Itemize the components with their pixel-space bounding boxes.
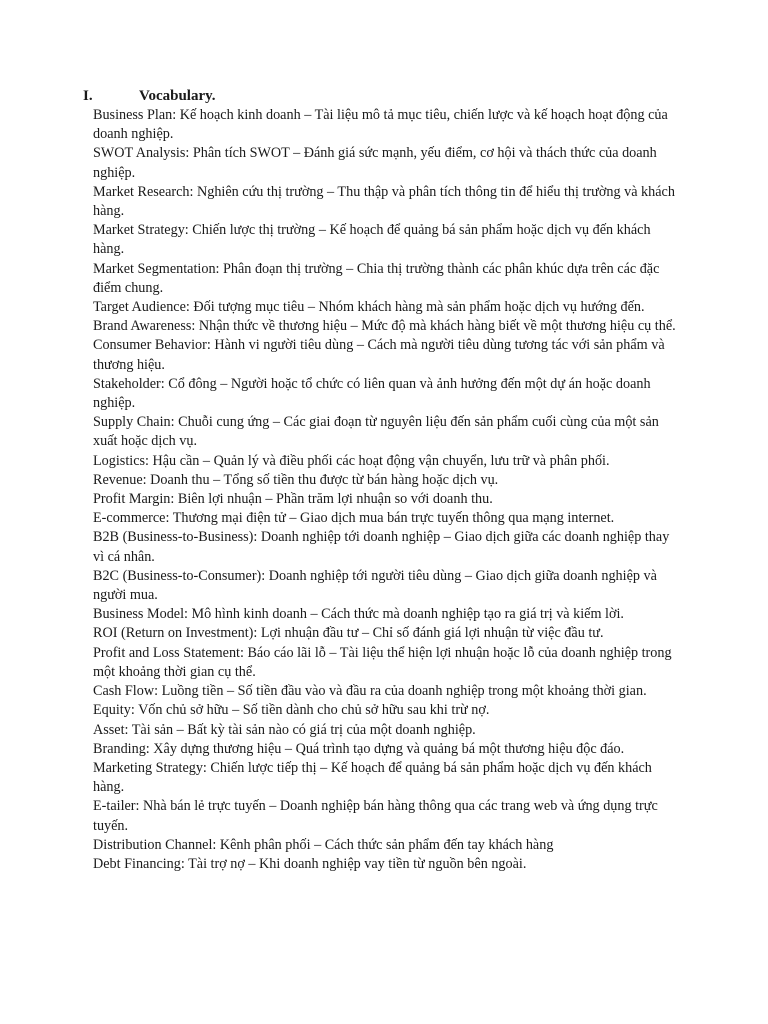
vocab-entry-e-tailer: E-tailer: Nhà bán lẻ trực tuyến – Doanh nghiệp bán hàng thông qua các trang web và ứng dụng trực tuyến. bbox=[93, 798, 658, 834]
vocab-entry-market-strategy: Market Strategy: Chiến lược thị trường – Kế hoạch để quảng bá sản phẩm hoặc dịch vụ đến khách hàng. bbox=[93, 222, 651, 258]
vocab-entry-b2c: B2C (Business-to-Consumer): Doanh nghiệp tới người tiêu dùng – Giao dịch giữa doanh nghiệp và người mua. bbox=[93, 567, 657, 604]
vocab-entry-stakeholder: Stakeholder: Cổ đông – Người hoặc tổ chức có liên quan và ảnh hưởng đến một dự án hoặc doanh nghiệp. bbox=[93, 375, 651, 412]
vocab-entry-roi: ROI (Return on Investment): Lợi nhuận đầu tư – Chỉ số đánh giá lợi nhuận từ việc đầu tư. bbox=[93, 625, 604, 642]
vocab-entry-distribution-channel: Distribution Channel: Kênh phân phối – Cách thức sản phẩm đến tay khách hàng bbox=[93, 836, 554, 853]
vocab-entry-profit-margin: Profit Margin: Biên lợi nhuận – Phần trăm lợi nhuận so với doanh thu. bbox=[93, 491, 493, 508]
vocab-entry-debt-financing: Debt Financing: Tài trợ nợ – Khi doanh nghiệp vay tiền từ nguồn bên ngoài. bbox=[93, 855, 527, 872]
vocab-entry-business-model: Business Model: Mô hình kinh doanh – Cách thức mà doanh nghiệp tạo ra giá trị và kiếm lời. bbox=[93, 606, 624, 623]
vocab-entry-marketing-strategy: Marketing Strategy: Chiến lược tiếp thị – Kế hoạch để quảng bá sản phẩm hoặc dịch vụ đến khách hàng. bbox=[93, 759, 652, 796]
vocab-entry-asset: Asset: Tài sản – Bất kỳ tài sản nào có giá trị của một doanh nghiệp. bbox=[93, 721, 476, 738]
vocab-entry-b2b: B2B (Business-to-Business): Doanh nghiệp tới doanh nghiệp – Giao dịch giữa các doanh nghiệp thay vì cá nhân. bbox=[93, 529, 670, 565]
vocab-entry-consumer-behavior: Consumer Behavior: Hành vi người tiêu dùng – Cách mà người tiêu dùng tương tác với sản phẩm và thương hiệu. bbox=[93, 337, 665, 373]
vocab-entry-business-plan: Business Plan: Kế hoạch kinh doanh – Tài liệu mô tả mục tiêu, chiến lược và kế hoạch hoạt động của doanh nghiệp. bbox=[93, 107, 668, 143]
vocab-entry-market-segmentation: Market Segmentation: Phân đoạn thị trường – Chia thị trường thành các phân khúc dựa trên các đặc điểm chung. bbox=[93, 260, 660, 296]
section-heading bbox=[83, 87, 216, 106]
vocab-entry-branding: Branding: Xây dựng thương hiệu – Quá trình tạo dựng và quảng bá một thương hiệu độc đáo. bbox=[93, 740, 625, 757]
vocab-entry-profit-and-loss: Profit and Loss Statement: Báo cáo lãi lỗ – Tài liệu thể hiện lợi nhuận hoặc lỗ của doanh nghiệp trong một khoảng thời gian cụ thể. bbox=[93, 644, 672, 680]
vocabulary-list bbox=[93, 106, 683, 874]
vocab-entry-logistics: Logistics: Hậu cần – Quản lý và điều phối các hoạt động vận chuyển, lưu trữ và phân phối. bbox=[93, 452, 610, 469]
vocab-entry-brand-awareness: Brand Awareness: Nhận thức về thương hiệu – Mức độ mà khách hàng biết về một thương hiệu cụ thể. bbox=[93, 318, 676, 335]
vocab-entry-revenue: Revenue: Doanh thu – Tổng số tiền thu được từ bán hàng hoặc dịch vụ. bbox=[93, 471, 499, 488]
vocab-entry-target-audience: Target Audience: Đối tượng mục tiêu – Nhóm khách hàng mà sản phẩm hoặc dịch vụ hướng đến. bbox=[93, 299, 645, 316]
vocab-entry-supply-chain: Supply Chain: Chuỗi cung ứng – Các giai đoạn từ nguyên liệu đến sản phẩm cuối cùng của một sản xuất hoặc dịch vụ. bbox=[93, 414, 659, 450]
section-title: Vocabulary. bbox=[139, 88, 216, 104]
vocab-entry-equity: Equity: Vốn chủ sở hữu – Số tiền dành cho chủ sở hữu sau khi trừ nợ. bbox=[93, 702, 490, 719]
vocab-entry-e-commerce: E-commerce: Thương mại điện tử – Giao dịch mua bán trực tuyến thông qua mạng internet. bbox=[93, 510, 615, 527]
section-number: I. bbox=[83, 88, 93, 104]
vocab-entry-market-research: Market Research: Nghiên cứu thị trường – Thu thập và phân tích thông tin để hiểu thị trường và khách hàng. bbox=[93, 183, 675, 220]
vocab-entry-cash-flow: Cash Flow: Luồng tiền – Số tiền đầu vào và đầu ra của doanh nghiệp trong một khoảng thời gian. bbox=[93, 683, 647, 700]
vocab-entry-swot-analysis: SWOT Analysis: Phân tích SWOT – Đánh giá sức mạnh, yếu điểm, cơ hội và thách thức của doanh nghiệp. bbox=[93, 145, 657, 181]
